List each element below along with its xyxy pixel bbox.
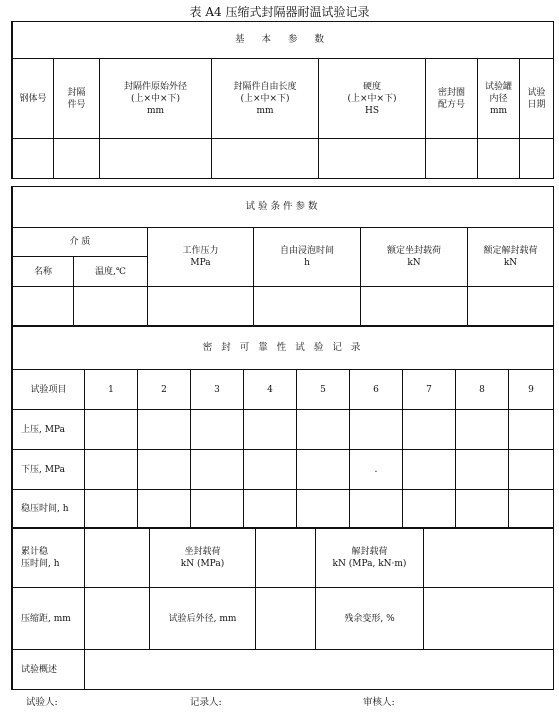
test-overview-label: 试验概述 bbox=[13, 650, 85, 690]
medium-temp-header: 温度,℃ bbox=[74, 257, 148, 287]
lower-pressure-label: 下压, MPa bbox=[13, 450, 85, 490]
cell bbox=[456, 450, 509, 490]
cell bbox=[148, 287, 254, 327]
cell bbox=[297, 490, 350, 529]
cell bbox=[138, 410, 191, 450]
cell bbox=[85, 528, 150, 588]
cell bbox=[456, 490, 509, 529]
cell bbox=[297, 410, 350, 450]
seal-reliability-section bbox=[11, 325, 554, 529]
test-no-4: 4 bbox=[244, 370, 297, 410]
set-load-label: 坐封载荷 kN (MPa) bbox=[150, 528, 256, 588]
loads-section bbox=[11, 527, 554, 650]
test-no-6: 6 bbox=[350, 370, 403, 410]
tester-label: 试验人: bbox=[26, 697, 58, 708]
cell bbox=[244, 490, 297, 529]
unset-load-label: 解封载荷 kN (MPa, kN·m) bbox=[316, 528, 424, 588]
cell bbox=[403, 490, 456, 529]
original-od-header: 封隔件原始外径 (上×中×下) mm bbox=[100, 59, 212, 139]
cell bbox=[191, 450, 244, 490]
test-no-8: 8 bbox=[456, 370, 509, 410]
reviewer-label: 审核人: bbox=[363, 697, 395, 708]
soak-time-header: 自由浸泡时间 h bbox=[254, 228, 361, 287]
cell bbox=[85, 588, 150, 650]
cell bbox=[319, 139, 426, 179]
cell bbox=[212, 139, 319, 179]
overview-section bbox=[11, 649, 554, 690]
medium-name-header: 名称 bbox=[13, 257, 74, 287]
cell bbox=[426, 139, 478, 179]
rated-set-load-header: 额定坐封载荷 kN bbox=[361, 228, 468, 287]
cell bbox=[54, 139, 100, 179]
od-after-test-label: 试验后外径, mm bbox=[150, 588, 256, 650]
cell bbox=[424, 528, 554, 588]
cell bbox=[138, 450, 191, 490]
cell bbox=[509, 490, 554, 529]
test-no-5: 5 bbox=[297, 370, 350, 410]
cell bbox=[256, 588, 316, 650]
test-date-header: 试验 日期 bbox=[520, 59, 554, 139]
test-no-3: 3 bbox=[191, 370, 244, 410]
cell bbox=[254, 287, 361, 327]
compression-label: 压缩距, mm bbox=[13, 588, 85, 650]
cell bbox=[191, 490, 244, 529]
cell bbox=[85, 490, 138, 529]
cell bbox=[256, 528, 316, 588]
rated-unset-load-header: 额定解封载荷 kN bbox=[468, 228, 554, 287]
cell bbox=[100, 139, 212, 179]
cell bbox=[361, 287, 468, 327]
test-no-7: 7 bbox=[403, 370, 456, 410]
cell bbox=[85, 450, 138, 490]
cell bbox=[403, 410, 456, 450]
test-conditions-section bbox=[11, 186, 554, 327]
test-item-header: 试验项目 bbox=[13, 370, 85, 410]
cumulative-hold-time-label: 累计稳 压时间, h bbox=[13, 528, 85, 588]
cell bbox=[350, 490, 403, 529]
cell bbox=[456, 410, 509, 450]
test-no-1: 1 bbox=[85, 370, 138, 410]
cell bbox=[509, 450, 554, 490]
test-conditions-header: 试验条件参数 bbox=[13, 187, 554, 228]
overview-field bbox=[85, 650, 554, 690]
seal-element-no-header: 封隔 件号 bbox=[54, 59, 100, 139]
cell bbox=[191, 410, 244, 450]
medium-header: 介 质 bbox=[13, 228, 148, 257]
test-tank-id-header: 试验罐 内径 mm bbox=[478, 59, 520, 139]
cell bbox=[403, 450, 456, 490]
test-no-9: 9 bbox=[509, 370, 554, 410]
seal-reliability-header: 密 封 可 靠 性 试 验 记 录 bbox=[13, 326, 554, 370]
hold-time-label: 稳压时间, h bbox=[13, 490, 85, 529]
cell bbox=[468, 287, 554, 327]
residual-deformation-label: 残余变形, % bbox=[316, 588, 424, 650]
cell bbox=[520, 139, 554, 179]
cell bbox=[13, 139, 54, 179]
cell bbox=[138, 490, 191, 529]
upper-pressure-label: 上压, MPa bbox=[13, 410, 85, 450]
cell bbox=[350, 450, 403, 490]
cell bbox=[424, 588, 554, 650]
cell bbox=[244, 410, 297, 450]
cell bbox=[509, 410, 554, 450]
work-pressure-header: 工作压力 MPa bbox=[148, 228, 254, 287]
document-title: 表 A4 压缩式封隔器耐温试验记录 bbox=[189, 5, 370, 19]
cell bbox=[74, 287, 148, 327]
free-length-header: 封隔件自由长度 (上×中×下) mm bbox=[212, 59, 319, 139]
hardness-header: 硬度 (上×中×下) HS bbox=[319, 59, 426, 139]
basic-parameters-header: 基 本 参 数 bbox=[13, 22, 554, 59]
cell bbox=[13, 287, 74, 327]
cell bbox=[297, 450, 350, 490]
stray-mark: . bbox=[374, 463, 378, 475]
seal-ring-formula-header: 密封圈 配方号 bbox=[426, 59, 478, 139]
test-no-2: 2 bbox=[138, 370, 191, 410]
steel-body-no-header: 钢体号 bbox=[13, 59, 54, 139]
cell bbox=[350, 410, 403, 450]
cell bbox=[478, 139, 520, 179]
cell bbox=[244, 450, 297, 490]
cell bbox=[85, 410, 138, 450]
basic-parameters-section bbox=[11, 21, 554, 179]
recorder-label: 记录人: bbox=[190, 697, 222, 708]
